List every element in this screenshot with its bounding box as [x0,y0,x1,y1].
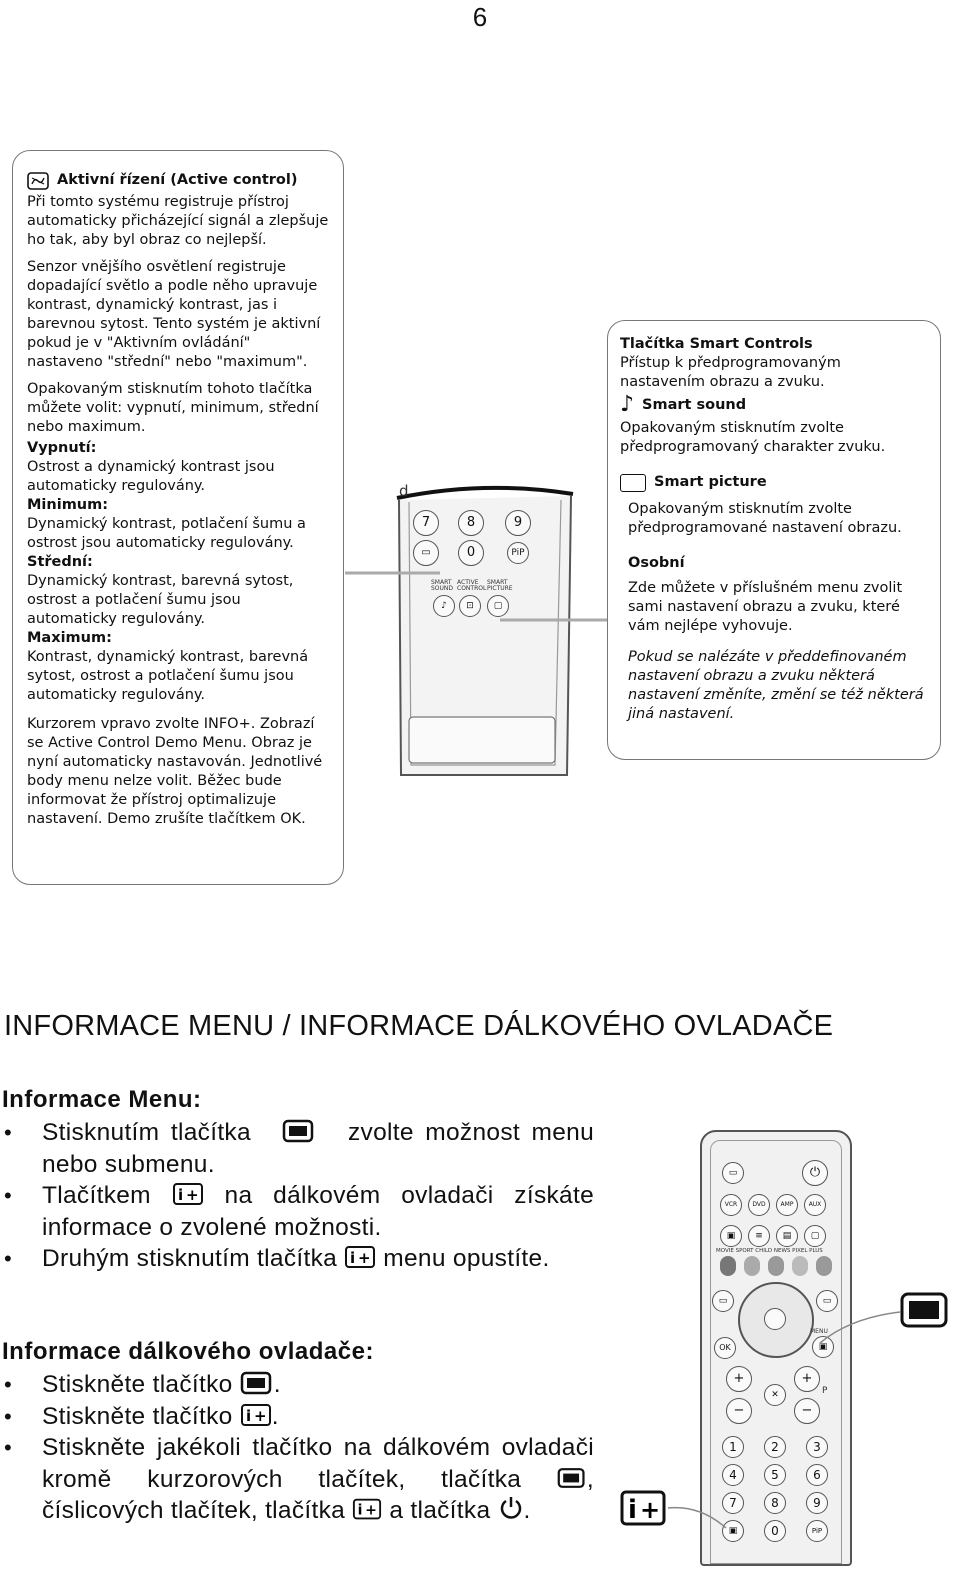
svg-text:+: + [358,1249,372,1267]
remote-btn-dvd[interactable]: DVD [748,1194,770,1216]
menu-button-icon [282,1119,316,1143]
list-item: • Tlačítkem i + na dálkovém ovladači získáte informace o zvolené možnosti. [2,1180,594,1243]
svg-text:i: i [350,1249,356,1267]
smart-picture-label: SMART PICTURE [487,579,513,592]
remote-digit[interactable]: 1 [722,1436,744,1458]
remote-ok-button[interactable]: OK [714,1337,736,1359]
svg-text:+: + [640,1496,661,1524]
info-plus-icon [352,1497,382,1521]
power-icon [498,1495,524,1521]
remote-pip-button[interactable]: PiP [806,1520,828,1542]
remote-digit[interactable]: 3 [806,1436,828,1458]
personal-text: Zde můžete v příslušném menu zvolit sami nastavení obrazu a zvuku, které vám nejlépe vyhovuje. [628,580,903,634]
remote-info-list [2,1369,594,1527]
smart-picture-text: Opakovaným stisknutím zvolte předprogramované nastavení obrazu. [628,501,902,536]
off-title: Vypnutí: [27,440,97,456]
svg-text:i: i [245,1406,252,1425]
remote-vol-down[interactable]: − [726,1398,752,1424]
remote-digit[interactable]: 9 [806,1492,828,1514]
remote-vol-up[interactable]: + [726,1366,752,1392]
smart-picture-title: Smart picture [654,474,767,490]
remote-digit[interactable]: 0 [764,1520,786,1542]
info-plus-icon [240,1403,272,1427]
remote-mode-keys[interactable] [718,1256,834,1276]
menu-button-icon [557,1466,587,1490]
music-note-icon: ♪ [620,392,635,417]
personal-title: Osobní [628,555,685,571]
list-item: • Stiskněte tlačítko . [2,1369,594,1401]
min-title: Minimum: [27,497,109,513]
max-title: Maximum: [27,630,112,646]
svg-text:i: i [628,1495,637,1525]
smart-sound-title: Smart sound [642,396,747,413]
remote-menu-label: MENU [810,1328,828,1335]
remote-digit[interactable]: 5 [764,1464,786,1486]
remote-btn-amp[interactable]: AMP [776,1194,798,1216]
smart-sound-text: Opakovaným stisknutím zvolte předprogramovaný charakter zvuku. [620,420,886,455]
remote-btn-teletext[interactable]: ≡ [748,1225,770,1247]
remote-btn-smart-picture[interactable]: ▢ [487,595,509,617]
menu-button-large-icon [900,1292,948,1328]
active-control-p2: Senzor vnějšího osvětlení registruje dopadající světlo a podle něho upravuje kontrast, dynamický kontrast, jas i barevnou sytost. Tento systém je aktivní pokud je v "Aktivním ovládání" nastaveno "střední" nebo "maximum". [27,259,321,370]
remote-btn-pip[interactable]: PiP [507,542,529,564]
active-control-label: ACTIVE CONTROL [457,579,487,592]
remote-digit[interactable]: 8 [764,1492,786,1514]
active-control-box [12,150,344,885]
info-plus-icon [344,1245,376,1269]
list-item: • Stiskněte tlačítko i + . [2,1401,594,1433]
remote-control-illustration [700,1130,852,1566]
active-control-title: Aktivní řízení (Active control) [57,172,298,188]
smart-note: Pokud se nalézáte v předdefinovaném nastavení obrazu a zvuku některá nastavení změníte, změní se též některá jiná nastavení. [628,649,924,722]
menu-info-heading: Informace Menu: [2,1086,202,1113]
demo-text: Kurzorem vpravo zvolte INFO+. Zobrazí se Active Control Demo Menu. Obraz je nyní automaticky nastavován. Jednotlivé body menu nelze volit. Běžec bude informovat že přístroj optimalizuje nastavení. Demo zrušíte tlačítkem OK. [27,716,323,827]
max-text: Kontrast, dynamický kontrast, barevná sytost, ostrost a potlačení šumu jsou automaticky regulovány. [27,649,309,703]
remote-mode-labels: MOVIE SPORT CHILD NEWS PIXEL PLUS [716,1248,823,1254]
remote-digit[interactable]: 2 [764,1436,786,1458]
remote-btn-9[interactable]: 9 [505,510,531,536]
active-control-p1: Při tomto systému registruje přístroj automaticky přicházející signál a zlepšuje ho tak, aby byl obraz co nejlepší. [27,194,329,248]
active-control-p3: Opakovaným stisknutím tohoto tlačítka můžete volit: vypnutí, minimum, střední nebo maximum. [27,381,319,435]
remote-btn-right-top[interactable]: ▭ [816,1290,838,1312]
remote-prog-up[interactable]: + [794,1366,820,1392]
mid-title: Střední: [27,554,93,570]
remote-btn-left-top[interactable]: ▭ [712,1290,734,1312]
remote-mute[interactable]: ✕ [764,1384,786,1406]
remote-btn-smart-sound[interactable]: ♪ [433,595,455,617]
remote-menu-button[interactable]: ▣ [812,1336,834,1358]
remote-btn-aux[interactable]: AUX [804,1194,826,1216]
info-plus-icon [172,1182,204,1206]
info-plus-large-icon [620,1490,666,1526]
menu-info-list [2,1117,594,1275]
list-item: • Stiskněte jakékoli tlačítko na dálkovém ovladači kromě kurzorových tlačítek, tlačítka , číslicových tlačítek, tlačítka i + a tlačítka . [2,1432,594,1527]
menu-button-icon [240,1371,274,1395]
remote-btn-sub[interactable]: ▤ [776,1225,798,1247]
remote-btn-active-control[interactable]: ⊡ [459,595,481,617]
remote-cursor-ring[interactable] [738,1282,814,1358]
remote-digit[interactable]: 4 [722,1464,744,1486]
smart-controls-title: Tlačítka Smart Controls [620,336,813,352]
remote-top-fragment [395,480,575,780]
list-item: • Druhým stisknutím tlačítka i + menu opustíte. [2,1243,594,1275]
smart-controls-intro: Přístup k předprogramovaným nastavením obrazu a zvuku. [620,355,841,390]
list-item: • Stisknutím tlačítka zvolte možnost menu nebo submenu. [2,1117,594,1180]
remote-btn-info-plus[interactable]: ▣ [720,1225,742,1247]
svg-text:+: + [253,1406,267,1425]
remote-info-heading: Informace dálkového ovladače: [2,1338,374,1365]
mid-text: Dynamický kontrast, barevná sytost, ostrost a potlačení šumu jsou automaticky regulovány. [27,573,294,627]
remote-prog-down[interactable]: − [794,1398,820,1424]
min-text: Dynamický kontrast, potlačení šumu a ostrost jsou automaticky regulovány. [27,516,306,551]
remote-power-button[interactable]: ⏻ [802,1160,828,1186]
page-number: 6 [472,2,488,32]
remote-btn-8[interactable]: 8 [458,510,484,536]
svg-text:i: i [357,1502,363,1519]
page-heading: INFORMACE MENU / INFORMACE DÁLKOVÉHO OVLADAČE [4,1010,834,1042]
remote-btn-info[interactable]: ▭ [413,540,439,566]
remote-btn-vcr[interactable]: VCR [720,1194,742,1216]
active-control-icon [27,172,49,190]
smart-controls-box [607,320,941,760]
remote-digit[interactable]: 6 [806,1464,828,1486]
svg-text:i: i [177,1186,184,1204]
remote-label-d: d [399,482,409,500]
remote-digit[interactable]: 7 [722,1492,744,1514]
remote-p-label: P [822,1386,828,1396]
smart-sound-label: SMART SOUND [431,579,454,592]
remote-btn-0[interactable]: 0 [458,540,484,566]
svg-text:+: + [365,1502,378,1519]
remote-btn-7[interactable]: 7 [413,510,439,536]
remote-btn-format[interactable]: ▢ [804,1225,826,1247]
smart-picture-icon [620,474,646,492]
remote-btn-select[interactable]: ▭ [722,1162,744,1184]
remote-info-button[interactable]: ▣ [722,1520,744,1542]
off-text: Ostrost a dynamický kontrast jsou automaticky regulovány. [27,459,275,494]
svg-text:+: + [185,1186,199,1204]
